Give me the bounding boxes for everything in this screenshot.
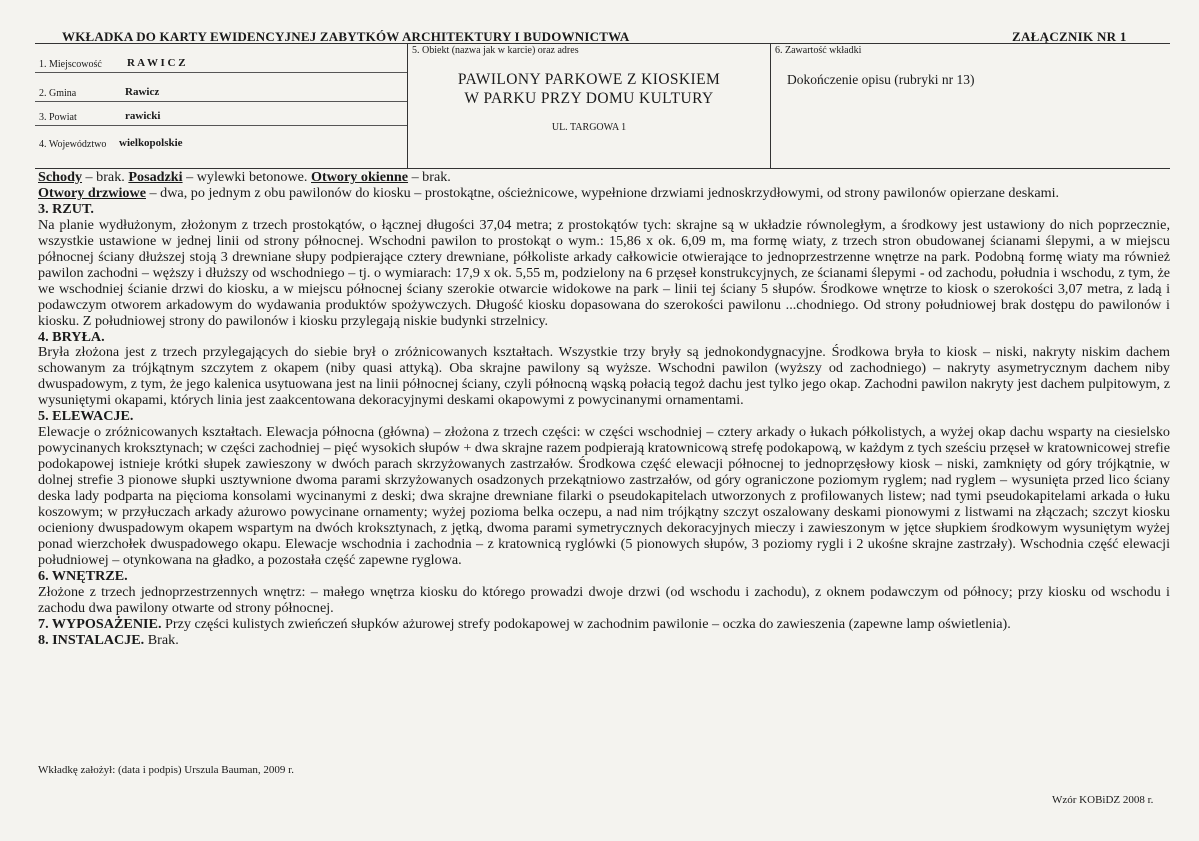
form-header-box bbox=[35, 43, 1170, 169]
section-3-title: 3. RZUT. bbox=[38, 200, 94, 217]
author-note: Wkładkę założył: (data i podpis) Urszula Bauman, 2009 r. bbox=[38, 764, 294, 776]
section-4-text: Bryła złożona jest z trzech przylegających do siebie brył o zróżnicowanych kształtach. Wszystkie trzy bryły są jednokondygnacyjne. Środkowa bryła to kiosk – niski, nakryty niskim dachem schowanym za trójkątnym szczytem z okapem (niby quasi attyką). Oba skrajne pawilony są wyższe. Wschodni pawilon (wyższy od zachodniego) – nakryty asymetrycznym dachem niby dwuspadowym, z tym, że jego kalenica usytuowana jest na linii północnej ściany, czyli północną wąską połacią tegoż dachu jest tylko jego okap. Zachodni pawilon nakryty jest dachem pulpitowym, z wysuniętymi okapami, których linia jest zaakcentowana dekoracyjnymi deskami okapowymi z powycinanymi ornamentami. bbox=[38, 344, 1170, 409]
section-8-title: 8. INSTALACJE. bbox=[38, 631, 145, 648]
field-county bbox=[35, 101, 407, 126]
object-cell bbox=[408, 44, 771, 168]
field-commune-label: 2. Gmina bbox=[39, 88, 77, 99]
floors-text: – wylewki betonowe. bbox=[182, 169, 311, 185]
location-fields bbox=[35, 44, 408, 168]
contents-value: Dokończenie opisu (rubryki nr 13) bbox=[787, 72, 975, 87]
attachment-number: ZAŁĄCZNIK NR 1 bbox=[1012, 29, 1127, 44]
object-name-line2: W PARKU PRZY DOMU KULTURY bbox=[464, 90, 714, 107]
contents-label: 6. Zawartość wkładki bbox=[775, 45, 862, 56]
field-voivodeship bbox=[35, 128, 407, 152]
section-8-text: Brak. bbox=[144, 631, 179, 648]
description-body bbox=[38, 170, 1170, 649]
stairs-label: Schody bbox=[38, 169, 83, 185]
field-locality bbox=[35, 48, 407, 73]
field-commune bbox=[35, 77, 407, 102]
contents-cell bbox=[771, 44, 1170, 168]
section-6-title: 6. WNĘTRZE. bbox=[38, 567, 128, 584]
section-8 bbox=[38, 633, 1170, 649]
doors-text: – dwa, po jednym z obu pawilonów do kiosku – prostokątne, ościeżnicowe, wypełnione drzwiami jednoskrzydłowymi, od strony pawilonów opierzane deskami. bbox=[146, 184, 1060, 201]
section-7-title: 7. WYPOSAŻENIE. bbox=[38, 615, 162, 632]
field-voivodeship-value: wielkopolskie bbox=[119, 137, 183, 149]
stairs-text: – brak. bbox=[82, 169, 129, 185]
section-6-text: Złożone z trzech jednoprzestrzennych wnętrz: – małego wnętrza kiosku do którego prowadzi dwoje drzwi (od wschodu i zachodu), z oknem podawczym od północy; przy kiosku od wschodu i zachodu dwa pawilony otwarte od strony północnej. bbox=[38, 583, 1170, 616]
object-name-line1: PAWILONY PARKOWE Z KIOSKIEM bbox=[457, 71, 721, 88]
field-commune-value: Rawicz bbox=[125, 86, 160, 98]
section-7 bbox=[38, 617, 1170, 633]
section-3-text: Na planie wydłużonym, złożonym z trzech prostokątów, o łącznej długości 37,04 metra; z prostokątów tych: skrajne są w układzie równoległym, a środkowy jest ustawiony do nich poprzecznie, wszystkie ustawione w jednej linii od strony północnej. Wschodni pawilon to prostokąt o wym.: 15,86 x ok. 6,09 m, ma formę wiaty, z trzech stron obudowanej ścianami ślepymi, a w miejscu północnej ściany dłuższej stoją 3 drewniane słupy podpierające cztery drewniane, półkoliste arkady całkowicie otwierające to jednoprzestrzenne wnętrze na park. Podobną formę wiaty ma również pawilon zachodni – węższy i dłuższy od wschodniego – tj. o wymiarach: 17,9 x ok. 5,55 m, podzielony na 6 przęseł konstrukcyjnych, ze ścianami ślepymi - od zachodu, południa i wschodu, z tym, że we wschodniej ścianie drzwi do kiosku, a w miejscu północnej ściany szerokie otwarcie widokowe na park – linii tej ściany 5 słupów. Środkowe wnętrze to kiosk o szerokości 3,07 metra, z ladą i podawczym otworem arkadowym do wydawania produktów spożywczych. Długość kiosku dopasowana do szerokości pawilonu ...chodniego. Od strony południowej brak dostępu do pawilonów i kiosku. Z południowej strony do pawilonów i kiosku przylegają niskie budynki strzelnicy. bbox=[38, 216, 1170, 329]
form-model-note: Wzór KOBiDZ 2008 r. bbox=[1052, 794, 1154, 806]
doors-paragraph bbox=[38, 186, 1170, 202]
section-7-text: Przy części kulistych zwieńczeń słupków ażurowej strefy podokapowej w zachodnim pawilonie – oczka do zawieszenia (zapewne lamp oświetlenia). bbox=[161, 615, 1011, 632]
section-4-title: 4. BRYŁA. bbox=[38, 328, 105, 345]
section-5-text: Elewacje o zróżnicowanych kształtach. Elewacja północna (główna) – złożona z trzech części: w części wschodniej – cztery arkady o łukach półkolistych, a wyżej okap dachu wsparty na ciesielsko powycinanych kroksztynach; w części zachodniej – pięć wysokich słupów + dwa skrajne razem podpierają kratownicową strefę podokapową, w każdym z tych sześciu przęseł w kratownicowej strefie podokapowej istnieje krótki słupek zawieszony w dwóch parach skrzyżowanych zastrzałów. Środkowa część elewacji północnej to jednoprzęsłowy kiosk – niski, zamknięty od góry trójkątnie, w dolnej strefie 3 pionowe słupki usztywnione dwoma parami skrzyżowanych osadzonych przekątniowo zastrzałów, od góry ograniczone poziomym ryglem; nad ryglem – wysunięta przed lico ściany deska lady podparta na pięcioma konsolami wycinanymi z deski; dwa skrajne drewniane filarki o pseudokapitelach utworzonych z profilowanych listew; nad tymi pseudokapitelami arkada o łuku koszowym; w przyłuczach arkady ażurowo powycinane ornamenty; wyżej pozioma belka oczepu, a nad nim trójkątny szczyt oszalowany deskami pionowymi z listwami na złączach; szczyt kiosku ocieniony dwuspadowym okapem wspartym na dwóch kroksztynach, z jętką, dwoma parami symetrycznych dekoracyjnych mieczy i zawieszonym w jętce słupkiem środkowym wysuniętym wyżej ponad wierzchołek dwuspadowego okapu. Elewacje wschodnia i zachodnia – z kratownicą ryglówki (5 pionowych słupów, 3 poziomy rygli i 2 ukośne skrajne zastrzały). Wschodnia część elewacji południowej – otynkowana na gładko, a pozostała część zapewne ryglowa. bbox=[38, 424, 1170, 568]
section-5-title: 5. ELEWACJE. bbox=[38, 408, 134, 425]
windows-label: Otwory okienne bbox=[311, 169, 409, 185]
object-address: UL. TARGOWA 1 bbox=[551, 122, 627, 133]
field-county-value: rawicki bbox=[125, 110, 161, 122]
stairs-floors-windows-line bbox=[38, 170, 1170, 186]
object-name bbox=[408, 70, 770, 108]
field-locality-label: 1. Miejscowość bbox=[39, 59, 102, 70]
floors-label: Posadzki bbox=[128, 169, 183, 185]
object-label: 5. Obiekt (nazwa jak w karcie) oraz adres bbox=[412, 45, 579, 56]
doors-label: Otwory drzwiowe bbox=[38, 184, 146, 201]
field-locality-value: R A W I C Z bbox=[127, 57, 186, 69]
document-title: WKŁADKA DO KARTY EWIDENCYJNEJ ZABYTKÓW ARCHITEKTURY I BUDOWNICTWA bbox=[62, 29, 630, 44]
field-voivodeship-label: 4. Województwo bbox=[39, 139, 107, 150]
windows-text: – brak. bbox=[408, 169, 451, 185]
field-county-label: 3. Powiat bbox=[39, 112, 77, 123]
